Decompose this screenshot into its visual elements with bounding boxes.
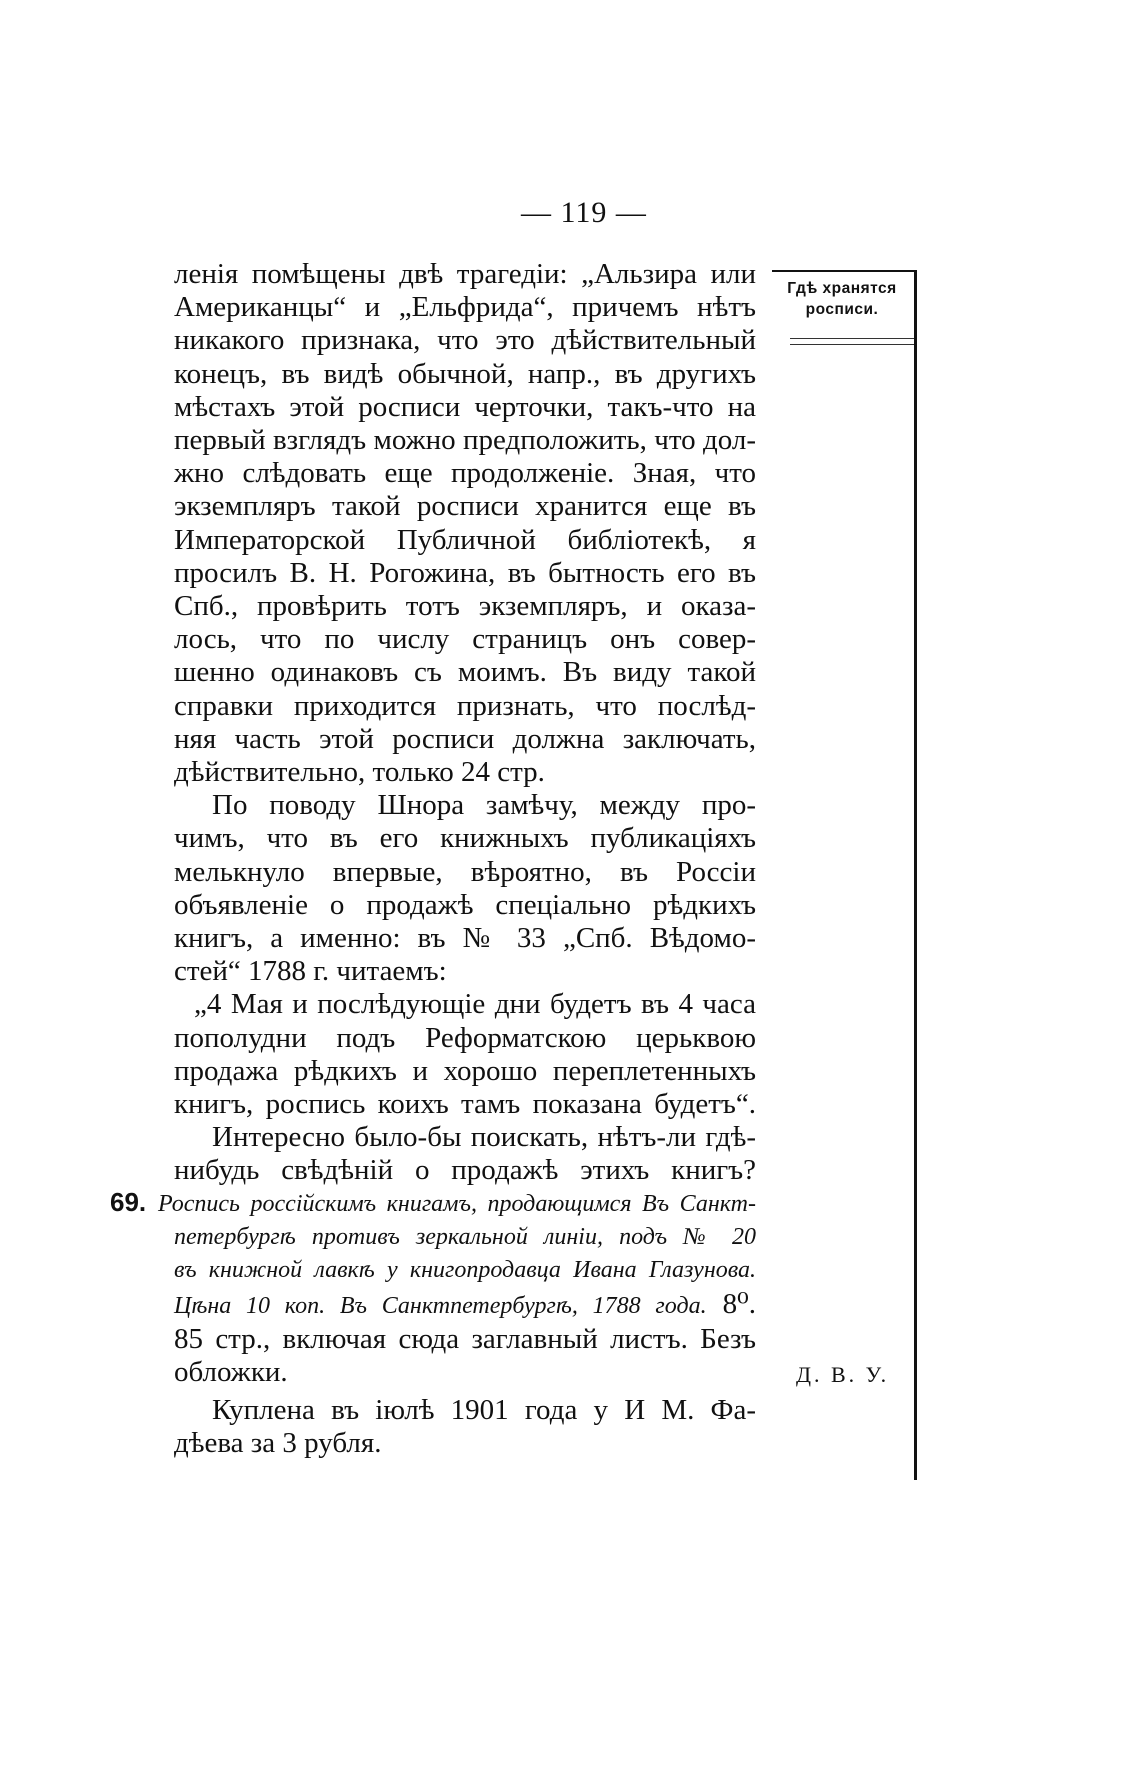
main-text: [174, 258, 756, 1188]
quotation: [174, 988, 756, 1121]
margin-rule-vertical: [914, 270, 917, 1480]
text-line: дѣйствительно, только 24 стр.: [174, 756, 545, 789]
quote-line: пополудни подъ Реформатскою церьквою: [174, 1021, 756, 1054]
text-line: Интересно было-бы поискать, нѣтъ-ли гдѣ-: [212, 1121, 756, 1154]
entry-description-line: 85 стр., включая сюда заглавный листъ. Безъ: [174, 1322, 756, 1355]
text-line: лось, что по числу страницъ онъ совер-: [174, 623, 756, 656]
text-line: шенно одинаковъ съ моимъ. Въ виду такой: [174, 656, 756, 689]
text-line: стей“ 1788 г. читаемъ:: [174, 955, 447, 988]
text-line: конецъ, въ видѣ обычной, напр., въ другихъ: [174, 357, 756, 390]
text-line: просилъ В. Н. Рогожина, въ бытность его въ: [174, 556, 756, 589]
text-line: нибудь свѣдѣній о продажѣ этихъ книгъ?: [174, 1154, 756, 1187]
text-line: дѣева за 3 рубля.: [174, 1427, 382, 1460]
entry-number: 69.: [110, 1187, 147, 1217]
margin-note-line: Гдѣ хранятся: [787, 280, 897, 297]
page-number: — 119 —: [521, 196, 647, 229]
text-line: первый взглядъ можно предположить, что дол-: [174, 424, 756, 457]
entry-title-line: Цѣна 10 коп. Въ Санктпетербургѣ, 1788 года.: [174, 1292, 707, 1319]
margin-note-line: росписи.: [805, 301, 879, 318]
margin-initials: Д. В. У.: [796, 1362, 890, 1387]
quote-line: продажа рѣдкихъ и хорошо переплетенныхъ: [174, 1054, 756, 1087]
text-line: мѣстахъ этой росписи черточки, такъ-что на: [174, 390, 756, 423]
text-line: Спб., провѣрить тотъ экземпляръ, и оказа-: [174, 590, 756, 623]
entry-title-line: въ книжной лавкѣ у книгопродавца Ивана Глазунова.: [174, 1257, 756, 1284]
text-line: Американцы“ и „Ельфрида“, причемъ нѣтъ: [174, 291, 756, 324]
paragraph-schnor: [174, 789, 756, 988]
entry-title-line: Роспись россійскимъ книгамъ, продающимся Въ Санкт-: [157, 1191, 756, 1217]
text-line: Императорской Публичной библіотекѣ, я: [174, 523, 756, 556]
text-line: мелькнуло впервые, вѣроятно, въ Россіи: [174, 855, 756, 888]
quote-line: книгъ, роспись коихъ тамъ показана будетъ“.: [174, 1088, 756, 1121]
text-line: По поводу Шнора замѣчу, между про-: [212, 789, 756, 822]
entry-title-line-with-format: [110, 1288, 756, 1323]
text-line: объявленіе о продажѣ спеціально рѣдкихъ: [174, 888, 756, 921]
text-line: чимъ, что въ его книжныхъ публикаціяхъ: [174, 822, 756, 855]
margin-note: [772, 278, 912, 320]
text-line: ленія помѣщены двѣ трагедіи: „Альзира или: [174, 258, 756, 290]
entry-first-line: [110, 1186, 756, 1221]
bibliographic-entry: [110, 1186, 756, 1389]
text-line: никакого признака, что это дѣйствительный: [174, 324, 756, 357]
margin-rule-top: [772, 270, 916, 272]
text-line: жно слѣдовать еще продолженіе. Зная, что: [174, 457, 756, 490]
text-line: экземпляръ такой росписи хранится еще въ: [174, 490, 756, 523]
quote-line: „4 Мая и послѣдующіе дни будетъ въ 4 часа: [194, 988, 756, 1021]
text-line: Куплена въ іюлѣ 1901 года у И М. Фа-: [212, 1394, 756, 1426]
text-line: справки приходится признать, что послѣд-: [174, 689, 756, 722]
entry-description-line: обложки.: [174, 1356, 288, 1389]
entry-title-line: петербургѣ противъ зеркальной линіи, подъ № 20: [174, 1224, 756, 1251]
purchase-note: [174, 1394, 756, 1460]
paragraph-tragedies: [174, 258, 756, 789]
text-line: няя часть этой росписи должна заключать,: [174, 722, 756, 755]
margin-double-rule: [790, 338, 914, 345]
text-line: книгъ, а именно: въ № 33 „Спб. Вѣдомо-: [174, 922, 756, 955]
paragraph-interest: [174, 1121, 756, 1187]
entry-format: 8⁰.: [722, 1287, 757, 1320]
